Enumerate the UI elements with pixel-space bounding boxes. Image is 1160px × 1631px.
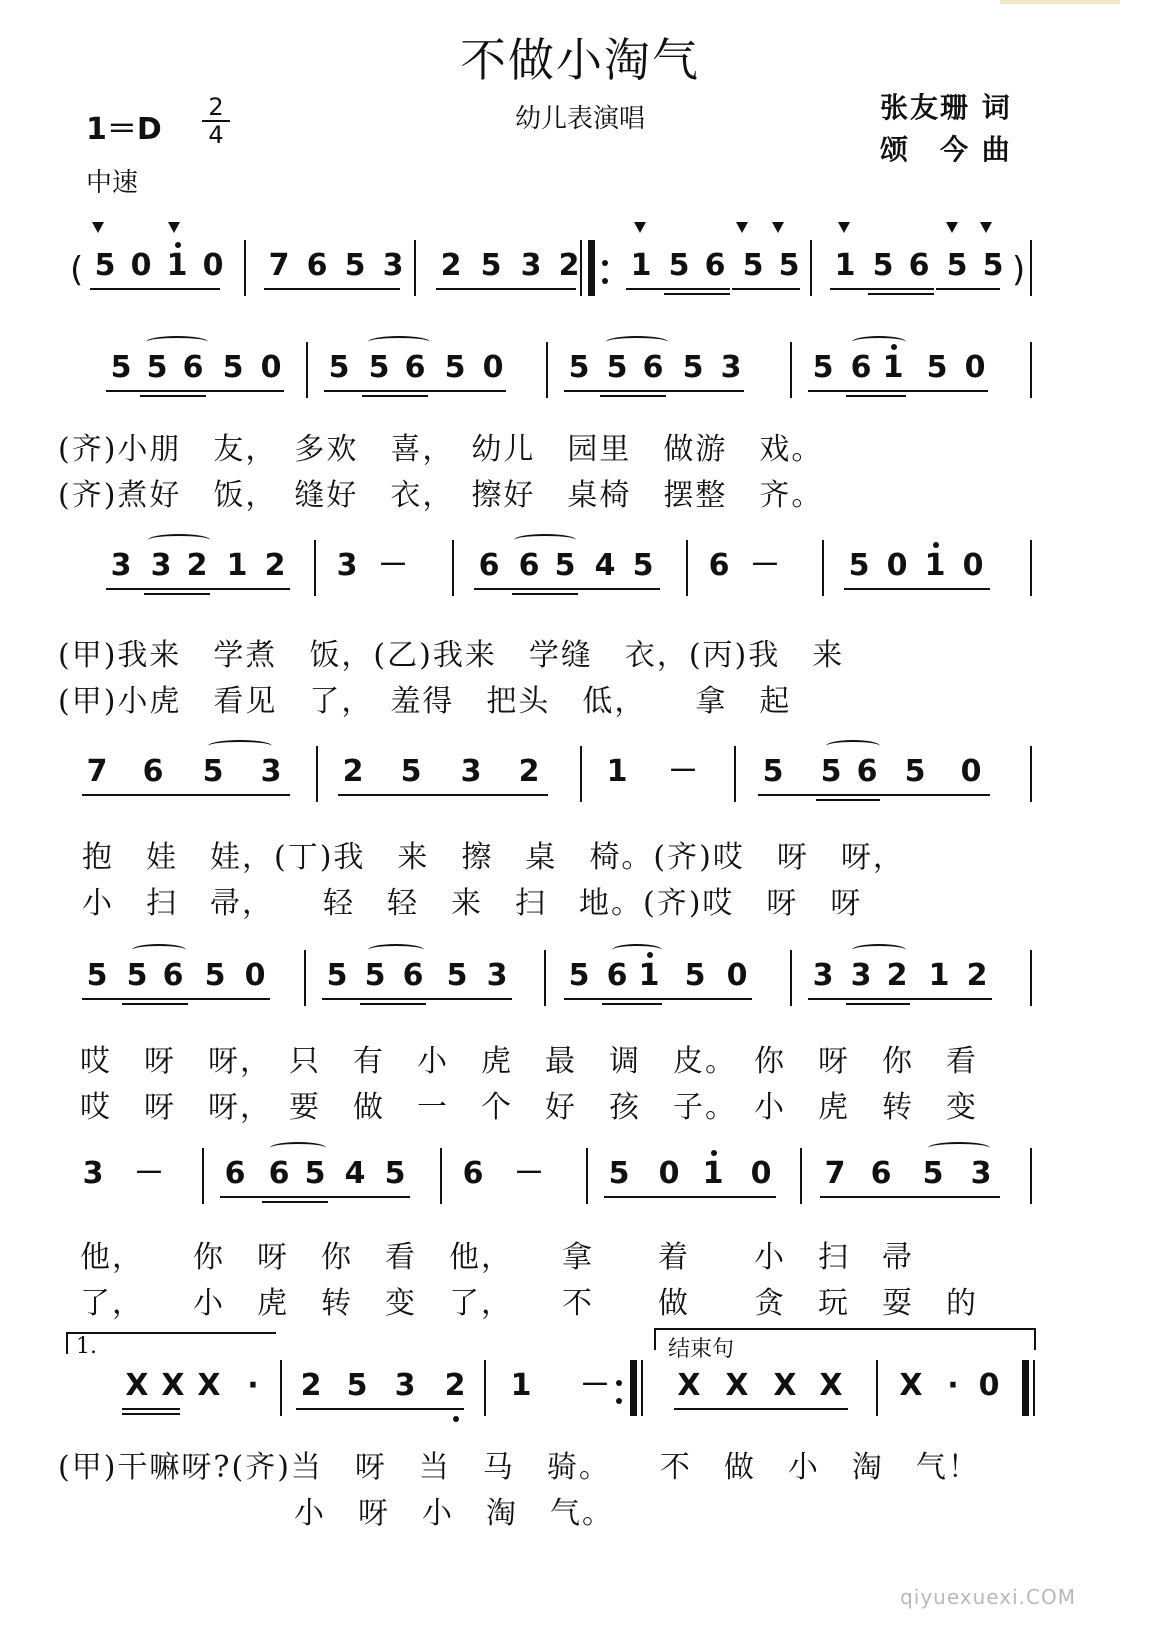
jianpu-note: 3 bbox=[82, 1156, 104, 1191]
beam-line bbox=[82, 998, 270, 1000]
jianpu-note: 6 bbox=[478, 548, 500, 583]
slur-arc bbox=[208, 740, 272, 752]
jianpu-note: 5 bbox=[110, 350, 132, 385]
lyric-line-5a: 哎 呀 呀， 只 有 小 虎 最 调 皮。 你 呀 你 看 bbox=[80, 1044, 978, 1079]
barline bbox=[440, 1148, 442, 1204]
jianpu-note: 5 bbox=[326, 958, 348, 993]
jianpu-note: 7 bbox=[268, 248, 290, 283]
jianpu-note: 6 bbox=[908, 248, 930, 283]
jianpu-note: 3 bbox=[382, 248, 404, 283]
beam-line-second bbox=[846, 395, 906, 397]
slur-arc bbox=[612, 944, 662, 956]
jianpu-note: 5 bbox=[222, 350, 244, 385]
beam-line bbox=[106, 588, 290, 590]
repeat-dot bbox=[616, 1398, 622, 1404]
jianpu-note: 0 bbox=[260, 350, 282, 385]
time-signature-bottom: 4 bbox=[208, 121, 224, 149]
beam-line bbox=[106, 390, 284, 392]
jianpu-note: X bbox=[161, 1368, 185, 1403]
jianpu-note: 0 bbox=[482, 350, 504, 385]
jianpu-note: 5 bbox=[328, 350, 350, 385]
barline bbox=[580, 746, 582, 802]
close-paren: ) bbox=[1012, 250, 1026, 290]
barline bbox=[306, 342, 308, 398]
jianpu-note: 5 bbox=[86, 958, 108, 993]
barline bbox=[484, 1360, 486, 1416]
barline bbox=[790, 950, 792, 1006]
barline bbox=[316, 746, 318, 802]
lyric-line-6b: 了， 小 虎 转 变 了， 不 做 贪 玩 耍 的 bbox=[80, 1286, 978, 1321]
beam-line bbox=[844, 588, 990, 590]
jianpu-note: 5 bbox=[922, 1156, 944, 1191]
jianpu-note: 0 bbox=[978, 1368, 1000, 1403]
barline bbox=[1030, 342, 1032, 398]
beam-line bbox=[122, 1408, 180, 1410]
jianpu-note: 6 bbox=[306, 248, 328, 283]
jianpu-note: 5 bbox=[684, 958, 706, 993]
barline bbox=[414, 240, 416, 296]
beam-line bbox=[220, 1196, 410, 1198]
jianpu-note: 0 bbox=[202, 248, 224, 283]
jianpu-note: 6 bbox=[462, 1156, 484, 1191]
jianpu-note: 5 bbox=[568, 350, 590, 385]
jianpu-note: 5 bbox=[820, 754, 842, 789]
barline bbox=[686, 540, 688, 596]
beam-line bbox=[296, 1408, 464, 1410]
accent-mark bbox=[736, 222, 748, 233]
barline bbox=[314, 540, 316, 596]
octave-dot-above bbox=[933, 542, 939, 548]
jianpu-note: 0 bbox=[658, 1156, 680, 1191]
lyric-line-2a: (齐)小朋 友， 多欢 喜， 幼儿 园里 做游 戏。 bbox=[58, 432, 824, 467]
barline-final bbox=[1022, 1360, 1029, 1416]
jianpu-note: 5 bbox=[946, 248, 968, 283]
octave-dot-below bbox=[453, 1416, 459, 1422]
jianpu-note: 6 bbox=[606, 958, 628, 993]
beam-line bbox=[674, 1408, 848, 1410]
jianpu-note: X bbox=[819, 1368, 843, 1403]
barline bbox=[1030, 540, 1032, 596]
slur-arc bbox=[928, 1142, 990, 1154]
octave-dot-above bbox=[711, 1150, 717, 1156]
barline bbox=[790, 342, 792, 398]
jianpu-note: 3 bbox=[720, 350, 742, 385]
beam-line bbox=[474, 588, 660, 590]
barline bbox=[202, 1148, 204, 1204]
jianpu-note: 2 bbox=[444, 1368, 466, 1403]
jianpu-note: 5 bbox=[668, 248, 690, 283]
jianpu-note: 5 bbox=[812, 350, 834, 385]
beam-line-second bbox=[816, 799, 880, 801]
slur-arc bbox=[852, 944, 906, 956]
key-signature: 1＝D bbox=[86, 112, 162, 147]
jianpu-note: 2 bbox=[886, 958, 908, 993]
time-signature bbox=[196, 94, 236, 148]
barline bbox=[734, 746, 736, 802]
jianpu-note: 5 bbox=[384, 1156, 406, 1191]
jianpu-note: － bbox=[514, 1156, 544, 1191]
jianpu-note: 1 bbox=[928, 958, 950, 993]
jianpu-note: 6 bbox=[850, 350, 872, 385]
barline bbox=[800, 1148, 802, 1204]
jianpu-note: － bbox=[750, 548, 780, 583]
barline bbox=[1030, 240, 1032, 296]
barline-thin bbox=[641, 1360, 643, 1416]
slur-arc bbox=[514, 534, 576, 546]
barline bbox=[586, 1148, 588, 1204]
barline-thin bbox=[1033, 1360, 1035, 1416]
barline bbox=[546, 342, 548, 398]
barline bbox=[304, 950, 306, 1006]
jianpu-note: 5 bbox=[126, 958, 148, 993]
jianpu-note: 2 bbox=[186, 548, 208, 583]
jianpu-note: － bbox=[378, 548, 408, 583]
jianpu-note: 5 bbox=[204, 958, 226, 993]
jianpu-note: X bbox=[197, 1368, 221, 1403]
jianpu-note: 0 bbox=[130, 248, 152, 283]
accent-mark bbox=[838, 222, 850, 233]
tempo-marking: 中速 bbox=[86, 168, 139, 198]
slur-arc bbox=[132, 944, 186, 956]
barline-rep-start bbox=[588, 240, 595, 296]
jianpu-note: 5 bbox=[778, 248, 800, 283]
beam-line-second bbox=[664, 293, 730, 295]
beam-line-second bbox=[122, 1003, 188, 1005]
beam-line bbox=[758, 794, 990, 796]
jianpu-note: 2 bbox=[966, 958, 988, 993]
jianpu-note: 0 bbox=[960, 754, 982, 789]
jianpu-note: 6 bbox=[404, 350, 426, 385]
jianpu-note: 5 bbox=[762, 754, 784, 789]
song-subtitle: 幼儿表演唱 bbox=[514, 104, 645, 134]
jianpu-note: 1 bbox=[630, 248, 652, 283]
jianpu-note: 0 bbox=[886, 548, 908, 583]
beam-line bbox=[564, 998, 752, 1000]
jianpu-note: 5 bbox=[554, 548, 576, 583]
beam-line bbox=[664, 288, 730, 290]
jianpu-note: 4 bbox=[344, 1156, 366, 1191]
jianpu-note: 1 bbox=[166, 248, 188, 283]
beam-line bbox=[264, 288, 400, 290]
barline bbox=[452, 540, 454, 596]
beam-line bbox=[808, 998, 992, 1000]
jianpu-note: X bbox=[677, 1368, 701, 1403]
jianpu-note: 5 bbox=[346, 1368, 368, 1403]
jianpu-note: 6 bbox=[162, 958, 184, 993]
beam-line-second bbox=[362, 395, 428, 397]
jianpu-note: 1 bbox=[226, 548, 248, 583]
jianpu-note: 6 bbox=[704, 248, 726, 283]
jianpu-note: 5 bbox=[368, 350, 390, 385]
jianpu-note: 5 bbox=[742, 248, 764, 283]
ending-phrase-label: 结束句 bbox=[668, 1337, 735, 1362]
lyric-line-7a: (甲)干嘛呀?(齐)当 呀 当 马 骑。 不 做 小 淘 气！ bbox=[58, 1450, 980, 1485]
beam-line bbox=[90, 288, 220, 290]
jianpu-note: · bbox=[947, 1368, 959, 1403]
jianpu-note: 2 bbox=[264, 548, 286, 583]
jianpu-note: 5 bbox=[608, 1156, 630, 1191]
barline bbox=[1030, 1148, 1032, 1204]
jianpu-note: 5 bbox=[872, 248, 894, 283]
jianpu-note: 6 bbox=[268, 1156, 290, 1191]
jianpu-note: 3 bbox=[520, 248, 542, 283]
slur-arc bbox=[826, 740, 880, 752]
lyric-line-6a: 他， 你 呀 你 看 他， 拿 着 小 扫 帚 bbox=[80, 1240, 914, 1275]
jianpu-note: 7 bbox=[824, 1156, 846, 1191]
jianpu-note: 2 bbox=[440, 248, 462, 283]
accent-mark bbox=[634, 222, 646, 233]
jianpu-note: － bbox=[580, 1368, 610, 1403]
first-ending-bracket bbox=[66, 1332, 276, 1354]
barline bbox=[810, 240, 812, 296]
octave-dot-above bbox=[175, 242, 181, 248]
barline bbox=[822, 540, 824, 596]
slur-arc bbox=[368, 944, 424, 956]
beam-line-second bbox=[122, 1413, 180, 1415]
jianpu-note: 3 bbox=[394, 1368, 416, 1403]
jianpu-note: X bbox=[899, 1368, 923, 1403]
jianpu-note: 3 bbox=[460, 754, 482, 789]
jianpu-note: 3 bbox=[970, 1156, 992, 1191]
accent-mark bbox=[772, 222, 784, 233]
first-ending-label: 1. bbox=[76, 1334, 97, 1359]
jianpu-note: 0 bbox=[244, 958, 266, 993]
jianpu-note: 0 bbox=[964, 350, 986, 385]
slur-arc bbox=[146, 336, 208, 348]
slur-arc bbox=[606, 336, 668, 348]
jianpu-note: 3 bbox=[110, 548, 132, 583]
jianpu-note: 5 bbox=[982, 248, 1004, 283]
jianpu-note: 3 bbox=[486, 958, 508, 993]
accent-mark bbox=[946, 222, 958, 233]
jianpu-note: 5 bbox=[444, 350, 466, 385]
beam-line bbox=[324, 390, 506, 392]
barline bbox=[280, 1360, 282, 1416]
jianpu-note: X bbox=[773, 1368, 797, 1403]
jianpu-note: 4 bbox=[594, 548, 616, 583]
jianpu-note: － bbox=[134, 1156, 164, 1191]
beam-line-second bbox=[846, 1003, 910, 1005]
watermark: qiyuexuexi.COM bbox=[900, 1585, 1076, 1609]
accent-mark bbox=[92, 222, 104, 233]
open-paren: ( bbox=[70, 250, 84, 290]
jianpu-note: 6 bbox=[518, 548, 540, 583]
beam-line-second bbox=[602, 1003, 662, 1005]
beam-line-second bbox=[144, 593, 210, 595]
beam-line bbox=[322, 998, 512, 1000]
jianpu-note: 1 bbox=[924, 548, 946, 583]
jianpu-note: 2 bbox=[342, 754, 364, 789]
beam-line bbox=[604, 1196, 776, 1198]
jianpu-note: 5 bbox=[632, 548, 654, 583]
jianpu-note: 3 bbox=[336, 548, 358, 583]
jianpu-note: 7 bbox=[86, 754, 108, 789]
jianpu-note: 1 bbox=[882, 350, 904, 385]
jianpu-note: 5 bbox=[344, 248, 366, 283]
beam-line-second bbox=[140, 395, 206, 397]
jianpu-note: 6 bbox=[182, 350, 204, 385]
jianpu-note: 0 bbox=[726, 958, 748, 993]
jianpu-note: 6 bbox=[142, 754, 164, 789]
repeat-dot bbox=[602, 278, 608, 284]
jianpu-note: 1 bbox=[638, 958, 660, 993]
lyric-line-4a: 抱 娃 娃，(丁)我 来 擦 桌 椅。(齐)哎 呀 呀， bbox=[82, 840, 905, 875]
accent-mark bbox=[980, 222, 992, 233]
beam-line bbox=[564, 390, 744, 392]
jianpu-note: 5 bbox=[568, 958, 590, 993]
barline-rep-end bbox=[630, 1360, 637, 1416]
repeat-dot bbox=[616, 1380, 622, 1386]
jianpu-note: 3 bbox=[850, 958, 872, 993]
jianpu-note: X bbox=[125, 1368, 149, 1403]
beam-line-second bbox=[512, 593, 578, 595]
composer-credit: 颂 今 曲 bbox=[880, 133, 1012, 166]
time-signature-top: 2 bbox=[208, 93, 224, 121]
lyric-line-7b: 小 呀 小 淘 气。 bbox=[294, 1496, 614, 1531]
jianpu-note: 5 bbox=[202, 754, 224, 789]
jianpu-note: － bbox=[668, 754, 698, 789]
jianpu-note: 5 bbox=[400, 754, 422, 789]
lyric-line-4b: 小 扫 帚， 轻 轻 来 扫 地。(齐)哎 呀 呀 bbox=[82, 886, 863, 921]
jianpu-note: 5 bbox=[94, 248, 116, 283]
jianpu-note: 5 bbox=[480, 248, 502, 283]
jianpu-note: 3 bbox=[260, 754, 282, 789]
beam-line bbox=[808, 390, 988, 392]
barline bbox=[1030, 746, 1032, 802]
jianpu-note: 5 bbox=[364, 958, 386, 993]
slur-arc bbox=[148, 534, 210, 546]
jianpu-note: 5 bbox=[146, 350, 168, 385]
lyric-line-5b: 哎 呀 呀， 要 做 一 个 好 孩 子。 小 虎 转 变 bbox=[80, 1090, 978, 1125]
jianpu-note: 1 bbox=[510, 1368, 532, 1403]
beam-line bbox=[936, 288, 1000, 290]
beam-line bbox=[82, 794, 290, 796]
jianpu-note: 5 bbox=[304, 1156, 326, 1191]
beam-line bbox=[338, 794, 548, 796]
lyric-line-3b: (甲)小虎 看见 了， 羞得 把头 低， 拿 起 bbox=[58, 684, 792, 719]
barline bbox=[876, 1360, 878, 1416]
slur-arc bbox=[270, 1142, 326, 1154]
beam-line bbox=[868, 288, 934, 290]
beam-line-second bbox=[360, 1003, 426, 1005]
jianpu-note: 2 bbox=[558, 248, 580, 283]
lyric-line-3a: (甲)我来 学煮 饭，(乙)我来 学缝 衣，(丙)我 来 bbox=[58, 638, 845, 673]
jianpu-note: 6 bbox=[870, 1156, 892, 1191]
beam-line-second bbox=[868, 293, 934, 295]
slur-arc bbox=[852, 336, 906, 348]
repeat-dot bbox=[602, 260, 608, 266]
jianpu-note: 3 bbox=[812, 958, 834, 993]
jianpu-note: 6 bbox=[402, 958, 424, 993]
beam-line-second bbox=[262, 1201, 328, 1203]
jianpu-note: 6 bbox=[224, 1156, 246, 1191]
lyricist-credit: 张友珊 词 bbox=[880, 91, 1012, 124]
jianpu-note: 6 bbox=[856, 754, 878, 789]
jianpu-note: 6 bbox=[642, 350, 664, 385]
jianpu-note: 5 bbox=[606, 350, 628, 385]
jianpu-note: 5 bbox=[682, 350, 704, 385]
top-edge-mark bbox=[1000, 0, 1120, 4]
accent-mark bbox=[168, 222, 180, 233]
jianpu-note: 1 bbox=[606, 754, 628, 789]
beam-line bbox=[820, 1196, 1000, 1198]
beam-line bbox=[436, 288, 576, 290]
jianpu-note: X bbox=[725, 1368, 749, 1403]
jianpu-note: 5 bbox=[446, 958, 468, 993]
jianpu-note: 5 bbox=[926, 350, 948, 385]
barline bbox=[1030, 950, 1032, 1006]
jianpu-note: 6 bbox=[708, 548, 730, 583]
jianpu-note: 5 bbox=[848, 548, 870, 583]
jianpu-note: 0 bbox=[750, 1156, 772, 1191]
lyric-line-2b: (齐)煮好 饭， 缝好 衣， 擦好 桌椅 摆整 齐。 bbox=[58, 478, 824, 513]
song-title: 不做小淘气 bbox=[460, 33, 700, 87]
slur-arc bbox=[368, 336, 430, 348]
jianpu-note: 1 bbox=[702, 1156, 724, 1191]
jianpu-note: 2 bbox=[300, 1368, 322, 1403]
barline bbox=[544, 950, 546, 1006]
barline bbox=[244, 240, 246, 296]
jianpu-note: 5 bbox=[904, 754, 926, 789]
beam-line-second bbox=[600, 395, 666, 397]
beam-line bbox=[732, 288, 800, 290]
jianpu-note: 2 bbox=[518, 754, 540, 789]
jianpu-note: · bbox=[247, 1368, 259, 1403]
jianpu-note: 1 bbox=[834, 248, 856, 283]
jianpu-note: 3 bbox=[150, 548, 172, 583]
jianpu-note: 0 bbox=[962, 548, 984, 583]
